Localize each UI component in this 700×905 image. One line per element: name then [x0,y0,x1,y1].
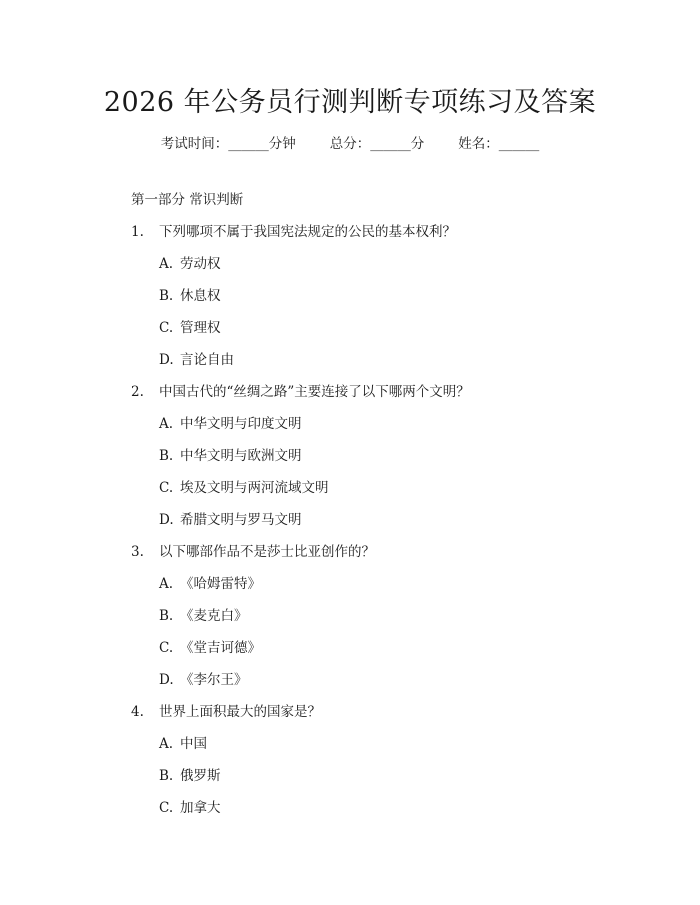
question-1-option [131,254,640,286]
option-letter: C. [159,800,174,816]
question-3-option [131,638,640,670]
name-field: 姓名：______ [458,136,540,152]
option-text: 言论自由 [180,352,234,368]
question-1-option [131,318,640,350]
question-4 [131,702,640,734]
exam-time-field: 考试时间：______分钟 [160,136,296,152]
option-text: 《哈姆雷特》 [180,576,261,592]
question-2-option [131,446,640,478]
question-number: 3. [131,544,144,560]
question-2-option [131,478,640,510]
question-4-option [131,766,640,798]
option-letter: C. [159,320,174,336]
option-letter: A. [159,736,174,752]
option-letter: B. [159,608,174,624]
option-text: 希腊文明与罗马文明 [180,512,302,528]
option-text: 中华文明与印度文明 [180,416,302,432]
option-letter: D. [159,672,174,688]
question-3-option [131,606,640,638]
option-text: 埃及文明与两河流域文明 [180,480,329,496]
option-text: 《堂吉诃德》 [180,640,261,656]
page-title: 2026 年公务员行测判断专项练习及答案 [103,87,597,118]
option-letter: C. [159,640,174,656]
question-2-option [131,510,640,542]
option-letter: A. [159,416,174,432]
option-letter: B. [159,448,174,464]
question-1 [131,222,640,254]
section-title: 第一部分 常识判断 [131,192,244,208]
option-text: 俄罗斯 [180,768,221,784]
option-text: 《麦克白》 [180,608,248,624]
option-text: 管理权 [180,320,221,336]
question-number: 4. [131,704,144,720]
question-4-option [131,734,640,766]
exam-content [131,190,640,830]
question-3-option [131,574,640,606]
question-text: 中国古代的“丝绸之路”主要连接了以下哪两个文明？ [159,384,470,400]
question-list [131,222,640,830]
exam-meta [0,132,700,152]
option-letter: D. [159,512,174,528]
question-1-option [131,286,640,318]
option-letter: D. [159,352,174,368]
option-text: 中国 [180,736,207,752]
question-number: 1. [131,224,144,240]
option-letter: A. [159,576,174,592]
option-text: 中华文明与欧洲文明 [180,448,302,464]
option-letter: B. [159,768,174,784]
total-score-field: 总分：______分 [329,136,425,152]
option-text: 劳动权 [180,256,221,272]
question-3 [131,542,640,574]
question-1-option [131,350,640,382]
question-text: 以下哪部作品不是莎士比亚创作的？ [159,544,375,560]
question-2 [131,382,640,414]
question-3-option [131,670,640,702]
option-letter: A. [159,256,174,272]
question-text: 世界上面积最大的国家是？ [159,704,321,720]
option-text: 《李尔王》 [180,672,248,688]
option-letter: C. [159,480,174,496]
question-2-option [131,414,640,446]
question-4-option [131,798,640,830]
option-text: 休息权 [180,288,221,304]
question-number: 2. [131,384,144,400]
option-letter: B. [159,288,174,304]
option-text: 加拿大 [180,800,221,816]
question-text: 下列哪项不属于我国宪法规定的公民的基本权利？ [159,224,456,240]
